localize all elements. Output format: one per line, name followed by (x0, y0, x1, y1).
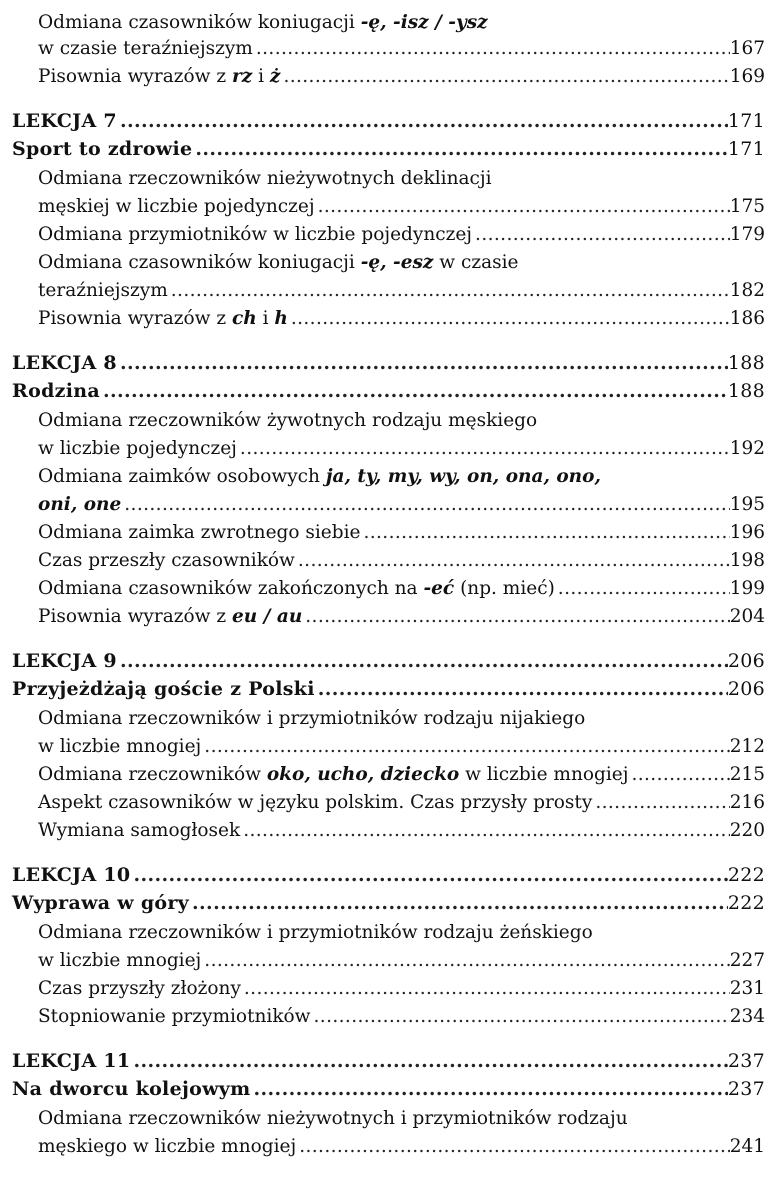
toc-entry-text (38, 736, 201, 757)
toc-entry (38, 196, 765, 224)
toc-entry-text (38, 792, 592, 813)
toc-entry-segment: Rodzina (12, 380, 100, 402)
dot-leader (592, 792, 729, 813)
toc-entry-text (38, 66, 280, 87)
dot-leader (168, 280, 730, 301)
toc-entry-segment: LEKCJA 8 (12, 352, 117, 374)
toc-entry (38, 522, 765, 550)
toc-entry-text (38, 224, 472, 245)
toc-entry-text (12, 650, 117, 672)
toc-entry-segment: LEKCJA 11 (12, 1050, 131, 1072)
toc-entry (38, 606, 765, 634)
toc-entry-text (38, 606, 302, 627)
dot-leader (280, 66, 729, 87)
toc-entry (38, 764, 765, 792)
page-number: 204 (729, 606, 765, 627)
toc-entry (38, 494, 765, 522)
toc-entry-segment: Odmiana rzeczowników żywotnych rodzaju męskiego (38, 410, 538, 431)
toc-entry-emphasis: h (274, 308, 288, 329)
toc-entry-emphasis: oni, one (38, 494, 122, 515)
toc-entry (38, 922, 765, 950)
dot-leader (189, 892, 728, 914)
dot-leader (628, 764, 729, 785)
dot-leader (237, 438, 730, 459)
toc-entry-segment: Odmiana czasowników zakończonych na (38, 578, 424, 599)
toc-entry (38, 736, 765, 764)
toc-entry-text (12, 1050, 130, 1072)
toc-entry-segment: w liczbie mnogiej (459, 764, 629, 785)
toc-entry-text (38, 308, 288, 329)
dot-leader (117, 110, 728, 132)
toc-entry (38, 12, 765, 40)
page-number: 182 (729, 280, 765, 301)
toc-entry-text (38, 978, 241, 999)
dot-leader (201, 950, 729, 971)
toc-entry (38, 1136, 765, 1164)
toc-entry-segment: LEKCJA 7 (12, 110, 117, 132)
toc-entry-segment: Przyjeżdżają goście z Polski (12, 678, 315, 700)
toc-entry-segment: w liczbie mnogiej (38, 950, 202, 971)
toc-entry-segment: Aspekt czasowników w języku polskim. Czas przysły prosty (38, 792, 593, 813)
toc-entry-segment: Czas przeszły czasowników (38, 550, 295, 571)
toc-entry (38, 224, 765, 252)
toc-entry-text (12, 1078, 251, 1100)
toc-entry-text (38, 196, 315, 217)
dot-leader (130, 1050, 727, 1072)
toc-entry-emphasis: oko, ucho, dziecko (266, 764, 460, 785)
page-number: 234 (729, 1006, 765, 1027)
toc-lesson-title (12, 892, 765, 920)
toc-entry-segment: Odmiana rzeczowników (38, 764, 267, 785)
toc-entry (38, 1108, 765, 1136)
toc-entry-emphasis: ż (269, 66, 281, 87)
toc-entry-text (38, 466, 601, 487)
dot-leader (100, 380, 728, 402)
page-number: 216 (729, 792, 765, 813)
toc-entry-segment: Sport to zdrowie (12, 138, 193, 160)
toc-entry-text (38, 820, 240, 841)
dot-leader (311, 1006, 730, 1027)
toc-entry-segment: LEKCJA 9 (12, 650, 117, 672)
toc-entry-segment: Odmiana rzeczowników nieżywotnych deklinacji (38, 168, 492, 189)
toc-entry-text (38, 1108, 628, 1129)
toc-entry-emphasis: -ę, -esz (360, 252, 434, 273)
page-number: 206 (727, 678, 765, 700)
dot-leader (130, 864, 727, 886)
toc-entry-segment: w liczbie pojedynczej (38, 438, 237, 459)
dot-leader (241, 978, 730, 999)
toc-entry-segment: Na dworcu kolejowym (12, 1078, 251, 1100)
toc-entry-text (12, 864, 130, 886)
toc-entry-segment: Wyprawa w góry (12, 892, 190, 914)
page-number: 231 (729, 978, 765, 999)
page-number: 215 (729, 764, 765, 785)
toc-entry (38, 410, 765, 438)
toc-entry-text (12, 678, 315, 700)
toc-lesson-heading (12, 650, 765, 678)
toc-entry (38, 308, 765, 336)
page-number: 171 (727, 110, 765, 132)
toc-lesson-heading (12, 352, 765, 380)
toc-entry-segment: Odmiana rzeczowników i przymiotników rodzaju nijakiego (38, 708, 586, 729)
dot-leader (288, 308, 730, 329)
toc-entry-text (38, 168, 492, 189)
toc-entry-emphasis: rz (231, 66, 253, 87)
page-number: 220 (729, 820, 765, 841)
toc-entry-text (12, 138, 192, 160)
page-number: 167 (729, 38, 765, 59)
toc-entry-segment: męskiego w liczbie mnogiej (38, 1136, 297, 1157)
toc-entry-text (38, 280, 168, 301)
toc-entry (38, 550, 765, 578)
toc-entry (38, 438, 765, 466)
dot-leader (253, 38, 730, 59)
dot-leader (296, 1136, 729, 1157)
toc-entry-text (38, 494, 121, 515)
toc-entry-segment: Odmiana przymiotników w liczbie pojedynczej (38, 224, 473, 245)
dot-leader (360, 522, 729, 543)
toc-lesson-title (12, 678, 765, 706)
toc-entry-segment: w liczbie mnogiej (38, 736, 202, 757)
toc-entry-segment: i (256, 308, 275, 329)
dot-leader (117, 352, 728, 374)
dot-leader (201, 736, 729, 757)
toc-lesson-title (12, 380, 765, 408)
toc-entry-segment: w czasie teraźniejszym (38, 38, 253, 59)
page-number: 188 (727, 380, 765, 402)
page-number: 237 (727, 1078, 765, 1100)
toc-entry-text (38, 438, 237, 459)
dot-leader (192, 138, 727, 160)
toc-entry-text (12, 352, 117, 374)
dot-leader (251, 1078, 728, 1100)
toc-entry-segment: Pisownia wyrazów z (38, 606, 232, 627)
toc-entry-segment: Pisownia wyrazów z (38, 66, 232, 87)
page-number: 199 (729, 578, 765, 599)
toc-entry-text (38, 1006, 311, 1027)
toc-entry-segment: Odmiana zaimków osobowych (38, 466, 326, 487)
toc-entry-text (38, 550, 295, 571)
dot-leader (117, 650, 728, 672)
toc-entry-text (38, 12, 488, 33)
toc-entry-emphasis: eu / au (231, 606, 303, 627)
toc-entry (38, 466, 765, 494)
page-number: 241 (729, 1136, 765, 1157)
toc-entry (38, 168, 765, 196)
toc-entry-segment: Odmiana rzeczowników i przymiotników rodzaju żeńskiego (38, 922, 593, 943)
page-number: 237 (727, 1050, 765, 1072)
page-number: 222 (727, 864, 765, 886)
toc-entry-segment: Czas przyszły złożony (38, 978, 241, 999)
dot-leader (121, 494, 729, 515)
toc-entry (38, 1006, 765, 1034)
toc-entry-segment: i (252, 66, 270, 87)
toc-entry-segment: Wymiana samogłosek (38, 820, 241, 841)
toc-entry-text (38, 252, 518, 273)
toc-entry (38, 578, 765, 606)
toc-entry (38, 820, 765, 848)
toc-entry (38, 280, 765, 308)
toc-entry-emphasis: ch (231, 308, 257, 329)
toc-entry-segment: w czasie (433, 252, 519, 273)
toc-entry (38, 252, 765, 280)
toc-entry-emphasis: ja, ty, my, wy, on, ona, ono, (325, 466, 601, 487)
toc-entry-text (38, 410, 537, 431)
page-number: 222 (727, 892, 765, 914)
page-number: 169 (729, 66, 765, 87)
toc-entry-text (38, 522, 360, 543)
toc-entry (38, 950, 765, 978)
toc-entry (38, 66, 765, 94)
toc-entry (38, 792, 765, 820)
dot-leader (240, 820, 729, 841)
toc-entry-segment: Odmiana czasowników koniugacji (38, 12, 361, 33)
page-number: 171 (727, 138, 765, 160)
toc-entry-emphasis: -ę, -isz / -ysz (360, 12, 488, 33)
toc-lesson-heading (12, 1050, 765, 1078)
toc-entry (38, 978, 765, 1006)
toc-lesson-heading (12, 110, 765, 138)
page-number: 212 (729, 736, 765, 757)
page-number: 195 (729, 494, 765, 515)
toc-lesson-title (12, 1078, 765, 1106)
toc-entry-segment: Stopniowanie przymiotników (38, 1006, 311, 1027)
page-number: 227 (729, 950, 765, 971)
page-number: 179 (729, 224, 765, 245)
toc-entry-text (38, 950, 201, 971)
toc-entry-text (38, 578, 555, 599)
toc-entry-text (38, 38, 253, 59)
toc-entry-text (38, 922, 593, 943)
toc-entry-text (38, 1136, 296, 1157)
toc-lesson-title (12, 138, 765, 166)
dot-leader (555, 578, 730, 599)
toc-entry-text (38, 708, 585, 729)
toc-entry (38, 38, 765, 66)
toc-entry-segment: LEKCJA 10 (12, 864, 131, 886)
toc-entry-segment: Pisownia wyrazów z (38, 308, 232, 329)
toc-entry-text (12, 110, 117, 132)
toc-entry-segment: Odmiana zaimka zwrotnego siebie (38, 522, 361, 543)
toc-entry-segment: Odmiana czasowników koniugacji (38, 252, 361, 273)
page-number: 196 (729, 522, 765, 543)
toc-lesson-heading (12, 864, 765, 892)
page-number: 206 (727, 650, 765, 672)
dot-leader (295, 550, 730, 571)
toc-entry-segment: męskiej w liczbie pojedynczej (38, 196, 315, 217)
page-number: 188 (727, 352, 765, 374)
toc-entry-text (12, 380, 100, 402)
dot-leader (315, 678, 728, 700)
dot-leader (315, 196, 730, 217)
toc-entry-segment: (np. mieć) (454, 578, 555, 599)
toc-entry (38, 708, 765, 736)
toc-entry-text (38, 764, 628, 785)
page-number: 175 (729, 196, 765, 217)
dot-leader (302, 606, 729, 627)
toc-entry-segment: Odmiana rzeczowników nieżywotnych i przymiotników rodzaju (38, 1108, 628, 1129)
page-number: 198 (729, 550, 765, 571)
toc-entry-text (12, 892, 189, 914)
toc-entry-emphasis: -eć (423, 578, 455, 599)
page-number: 186 (729, 308, 765, 329)
page-number: 192 (729, 438, 765, 459)
toc-entry-segment: teraźniejszym (38, 280, 168, 301)
dot-leader (472, 224, 730, 245)
